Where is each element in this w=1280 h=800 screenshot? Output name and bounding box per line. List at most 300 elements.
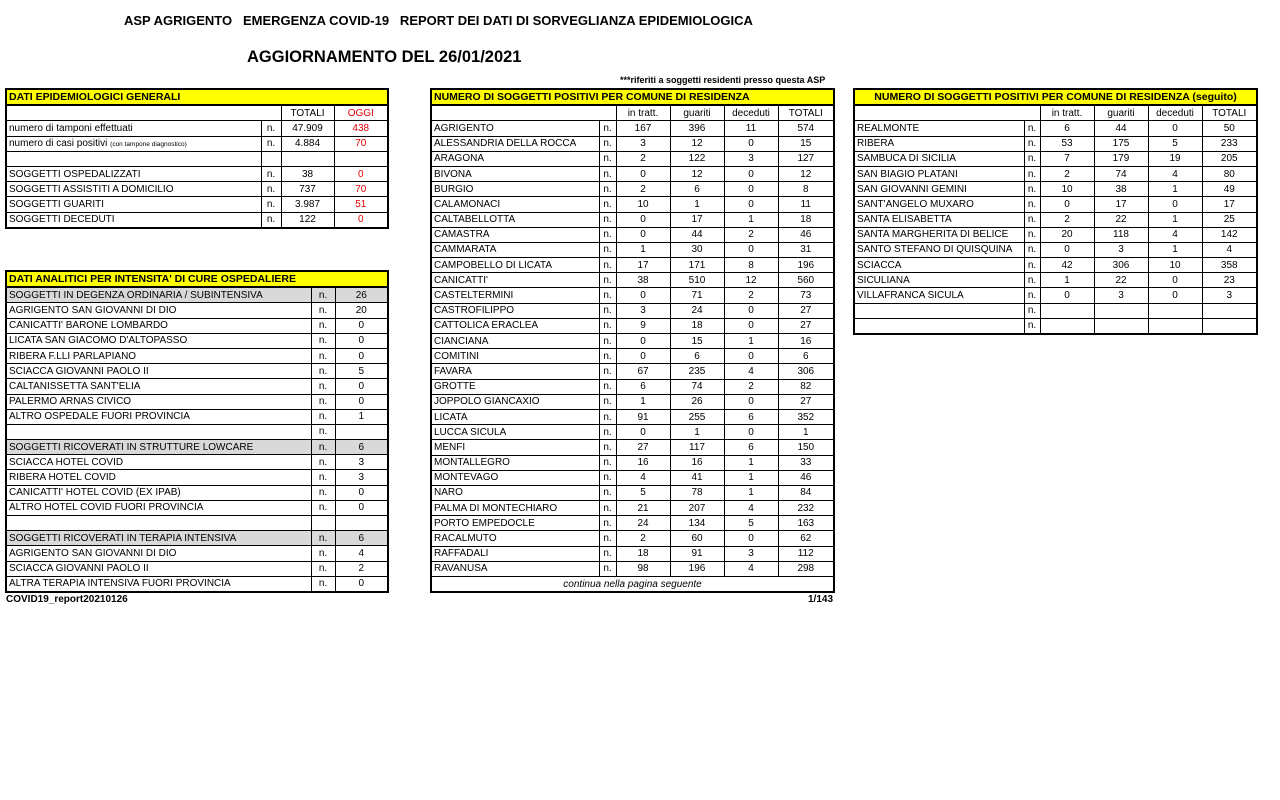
facility-label: ALTRO HOTEL COVID FUORI PROVINCIA xyxy=(6,500,311,515)
value-cell: 0 xyxy=(724,318,778,333)
value-cell: 1 xyxy=(724,212,778,227)
row-label-text: SOGGETTI GUARITI xyxy=(9,198,105,210)
oggi-value: 0 xyxy=(334,166,388,181)
table-row xyxy=(431,561,834,576)
value-cell: 1 xyxy=(724,334,778,349)
value-cell: 112 xyxy=(778,546,834,561)
value-cell xyxy=(1202,318,1257,334)
unit-cell: n. xyxy=(1024,273,1040,288)
patient-count: 2 xyxy=(335,561,388,576)
table-row xyxy=(431,182,834,197)
unit-cell: n. xyxy=(599,546,616,561)
value-cell: 73 xyxy=(778,288,834,303)
value-cell: 0 xyxy=(1148,197,1202,212)
municipality-name: ARAGONA xyxy=(431,151,599,166)
value-cell: 127 xyxy=(778,151,834,166)
table-row xyxy=(854,197,1257,212)
value-cell: 4 xyxy=(1148,166,1202,181)
value-cell: 30 xyxy=(670,242,724,257)
value-cell: 0 xyxy=(724,242,778,257)
unit-cell: n. xyxy=(1024,212,1040,227)
value-cell: 19 xyxy=(1148,151,1202,166)
value-cell: 78 xyxy=(670,485,724,500)
value-cell: 0 xyxy=(1040,288,1094,303)
municipality-name: SCIACCA xyxy=(854,258,1024,273)
value-cell: 33 xyxy=(778,455,834,470)
value-cell: 1 xyxy=(1040,273,1094,288)
value-cell: 205 xyxy=(1202,151,1257,166)
value-cell: 167 xyxy=(616,121,670,136)
patient-count: 0 xyxy=(335,485,388,500)
value-cell: 7 xyxy=(1040,151,1094,166)
value-cell: 0 xyxy=(724,425,778,440)
table-row xyxy=(6,333,388,348)
value-cell: 1 xyxy=(724,485,778,500)
value-cell: 4 xyxy=(616,470,670,485)
value-cell: 15 xyxy=(778,136,834,151)
blank-cell xyxy=(854,105,1040,121)
unit-cell: n. xyxy=(599,318,616,333)
table-row xyxy=(431,166,834,181)
municipality-name: REALMONTE xyxy=(854,121,1024,136)
table-row xyxy=(431,379,834,394)
comuni2-title-row xyxy=(854,89,1257,105)
patient-count xyxy=(335,516,388,531)
value-cell: 6 xyxy=(670,349,724,364)
unit-cell: n. xyxy=(261,121,281,136)
row-label-text: SOGGETTI ASSISTITI A DOMICILIO xyxy=(9,183,174,195)
value-cell: 3 xyxy=(724,546,778,561)
row-label xyxy=(6,197,261,212)
table-row xyxy=(6,394,388,409)
value-cell: 10 xyxy=(1148,258,1202,273)
table-row xyxy=(431,273,834,288)
row-label-text: SOGGETTI DECEDUTI xyxy=(9,214,115,226)
municipality-name: MENFI xyxy=(431,440,599,455)
column-header: deceduti xyxy=(724,105,778,121)
table-row xyxy=(854,273,1257,288)
value-cell: 12 xyxy=(670,166,724,181)
value-cell: 142 xyxy=(1202,227,1257,242)
unit-cell: n. xyxy=(311,531,335,546)
municipality-name: SANTO STEFANO DI QUISQUINA xyxy=(854,242,1024,257)
unit-cell: n. xyxy=(599,288,616,303)
row-label-text: SOGGETTI OSPEDALIZZATI xyxy=(9,168,141,180)
unit-cell: n. xyxy=(261,182,281,197)
value-cell: 358 xyxy=(1202,258,1257,273)
table-row xyxy=(431,227,834,242)
value-cell: 12 xyxy=(778,166,834,181)
totali-value: 47.909 xyxy=(281,121,334,136)
value-cell: 17 xyxy=(616,258,670,273)
value-cell: 0 xyxy=(1148,273,1202,288)
table-row xyxy=(854,258,1257,273)
value-cell xyxy=(1202,303,1257,318)
value-cell: 3 xyxy=(616,136,670,151)
municipality-name: BURGIO xyxy=(431,182,599,197)
value-cell: 0 xyxy=(616,334,670,349)
patient-count: 1 xyxy=(335,409,388,424)
oggi-value: 51 xyxy=(334,197,388,212)
value-cell: 352 xyxy=(778,409,834,424)
oggi-value: 438 xyxy=(334,121,388,136)
value-cell: 3 xyxy=(616,303,670,318)
report-filename: COVID19_report20210126 xyxy=(6,594,128,605)
column-header: TOTALI xyxy=(778,105,834,121)
col-totali: TOTALI xyxy=(281,105,334,121)
column-header: guariti xyxy=(1094,105,1148,121)
blank-cell xyxy=(6,105,281,121)
unit-cell: n. xyxy=(599,212,616,227)
value-cell: 20 xyxy=(1040,227,1094,242)
table-row xyxy=(6,182,388,197)
totali-value: 4.884 xyxy=(281,136,334,151)
unit-cell: n. xyxy=(599,258,616,273)
unit-cell: n. xyxy=(599,182,616,197)
unit-cell: n. xyxy=(599,379,616,394)
facility-label xyxy=(6,424,311,439)
unit-cell: n. xyxy=(599,303,616,318)
facility-label xyxy=(6,516,311,531)
facility-label: ALTRA TERAPIA INTENSIVA FUORI PROVINCIA xyxy=(6,576,311,592)
value-cell: 175 xyxy=(1094,136,1148,151)
value-cell: 74 xyxy=(1094,166,1148,181)
value-cell: 0 xyxy=(724,182,778,197)
totali-value: 737 xyxy=(281,182,334,197)
section-row xyxy=(6,440,388,455)
comuni-header-row xyxy=(431,105,834,121)
table-row xyxy=(431,485,834,500)
value-cell: 2 xyxy=(724,288,778,303)
table-row xyxy=(431,546,834,561)
municipality-name: COMITINI xyxy=(431,349,599,364)
value-cell: 0 xyxy=(724,531,778,546)
table-row xyxy=(431,212,834,227)
value-cell: 150 xyxy=(778,440,834,455)
comuni2-title: NUMERO DI SOGGETTI POSITIVI PER COMUNE DI RESIDENZA (seguito) xyxy=(854,89,1257,105)
unit-cell: n. xyxy=(599,561,616,576)
table-row xyxy=(6,121,388,136)
unit-cell: n. xyxy=(599,516,616,531)
value-cell: 134 xyxy=(670,516,724,531)
unit-cell: n. xyxy=(1024,258,1040,273)
comuni-title: NUMERO DI SOGGETTI POSITIVI PER COMUNE DI RESIDENZA xyxy=(431,89,834,105)
unit-cell: n. xyxy=(599,409,616,424)
table-row xyxy=(6,166,388,181)
table-row xyxy=(6,576,388,592)
value-cell: 80 xyxy=(1202,166,1257,181)
facility-label: ALTRO OSPEDALE FUORI PROVINCIA xyxy=(6,409,311,424)
table-row xyxy=(6,455,388,470)
value-cell: 0 xyxy=(1148,288,1202,303)
value-cell: 298 xyxy=(778,561,834,576)
value-cell: 42 xyxy=(1040,258,1094,273)
value-cell: 2 xyxy=(616,182,670,197)
facility-label: CANICATTI' HOTEL COVID (EX IPAB) xyxy=(6,485,311,500)
municipality-name: NARO xyxy=(431,485,599,500)
value-cell: 1 xyxy=(778,425,834,440)
patient-count: 0 xyxy=(335,500,388,515)
facility-label: LICATA SAN GIACOMO D'ALTOPASSO xyxy=(6,333,311,348)
value-cell: 5 xyxy=(1148,136,1202,151)
facility-label: AGRIGENTO SAN GIOVANNI DI DIO xyxy=(6,303,311,318)
value-cell: 31 xyxy=(778,242,834,257)
table-row xyxy=(854,121,1257,136)
row-label xyxy=(6,136,261,151)
unit-cell: n. xyxy=(311,470,335,485)
value-cell: 207 xyxy=(670,501,724,516)
unit-cell: n. xyxy=(1024,242,1040,257)
unit-cell: n. xyxy=(599,531,616,546)
unit-cell: n. xyxy=(311,333,335,348)
municipality-name: VILLAFRANCA SICULA xyxy=(854,288,1024,303)
value-cell: 306 xyxy=(1094,258,1148,273)
patient-count: 0 xyxy=(335,576,388,592)
value-cell: 3 xyxy=(1202,288,1257,303)
value-cell: 25 xyxy=(1202,212,1257,227)
value-cell: 11 xyxy=(778,197,834,212)
update-date: AGGIORNAMENTO DEL 26/01/2021 xyxy=(247,48,522,66)
table-row xyxy=(431,334,834,349)
value-cell: 27 xyxy=(616,440,670,455)
value-cell: 0 xyxy=(724,394,778,409)
patient-count: 0 xyxy=(335,394,388,409)
table-row xyxy=(6,318,388,333)
value-cell: 21 xyxy=(616,501,670,516)
unit-cell: n. xyxy=(599,273,616,288)
table-row xyxy=(431,197,834,212)
patient-count: 0 xyxy=(335,318,388,333)
municipality-name: CASTROFILIPPO xyxy=(431,303,599,318)
table-row xyxy=(431,258,834,273)
unit-cell: n. xyxy=(599,440,616,455)
page-number: 1/143 xyxy=(808,594,834,605)
value-cell: 8 xyxy=(778,182,834,197)
value-cell: 84 xyxy=(778,485,834,500)
unit-cell: n. xyxy=(599,197,616,212)
table-row xyxy=(6,212,388,228)
value-cell: 0 xyxy=(724,349,778,364)
value-cell: 1 xyxy=(670,197,724,212)
hospital-title-row xyxy=(6,271,388,287)
value-cell: 163 xyxy=(778,516,834,531)
unit-cell: n. xyxy=(311,561,335,576)
hospital-care-table xyxy=(5,270,389,593)
patient-count: 4 xyxy=(335,546,388,561)
general-data-table xyxy=(5,88,389,229)
table-row xyxy=(6,561,388,576)
facility-label: SCIACCA GIOVANNI PAOLO II xyxy=(6,561,311,576)
municipality-name: CAMMARATA xyxy=(431,242,599,257)
value-cell: 0 xyxy=(616,288,670,303)
value-cell: 16 xyxy=(616,455,670,470)
value-cell: 3 xyxy=(724,151,778,166)
unit-cell: n. xyxy=(1024,288,1040,303)
unit-cell xyxy=(311,516,335,531)
table-row xyxy=(431,318,834,333)
value-cell: 0 xyxy=(724,166,778,181)
value-cell: 6 xyxy=(724,440,778,455)
municipality-name: PALMA DI MONTECHIARO xyxy=(431,501,599,516)
table-row xyxy=(854,242,1257,257)
value-cell: 24 xyxy=(616,516,670,531)
value-cell: 3 xyxy=(1094,242,1148,257)
table-row xyxy=(431,303,834,318)
table-row xyxy=(431,425,834,440)
municipality-table-continued xyxy=(853,88,1258,335)
value-cell: 22 xyxy=(1094,273,1148,288)
unit-cell: n. xyxy=(261,197,281,212)
value-cell: 46 xyxy=(778,470,834,485)
value-cell: 6 xyxy=(778,349,834,364)
oggi-value xyxy=(334,151,388,166)
value-cell: 16 xyxy=(778,334,834,349)
municipality-name: PORTO EMPEDOCLE xyxy=(431,516,599,531)
value-cell: 18 xyxy=(778,212,834,227)
patient-count: 3 xyxy=(335,470,388,485)
municipality-name: ALESSANDRIA DELLA ROCCA xyxy=(431,136,599,151)
row-label xyxy=(6,182,261,197)
municipality-name: CAMASTRA xyxy=(431,227,599,242)
value-cell: 26 xyxy=(670,394,724,409)
municipality-name: BIVONA xyxy=(431,166,599,181)
municipality-name: SAN BIAGIO PLATANI xyxy=(854,166,1024,181)
table-row xyxy=(431,121,834,136)
value-cell: 44 xyxy=(670,227,724,242)
value-cell: 0 xyxy=(1040,242,1094,257)
table-row xyxy=(6,409,388,424)
unit-cell: n. xyxy=(599,485,616,500)
table-row xyxy=(431,151,834,166)
unit-cell: n. xyxy=(311,485,335,500)
value-cell xyxy=(1148,318,1202,334)
unit-cell: n. xyxy=(311,455,335,470)
value-cell: 1 xyxy=(1148,242,1202,257)
column-header: TOTALI xyxy=(1202,105,1257,121)
value-cell: 6 xyxy=(1040,121,1094,136)
unit-cell: n. xyxy=(1024,121,1040,136)
facility-label: SCIACCA GIOVANNI PAOLO II xyxy=(6,364,311,379)
value-cell: 2 xyxy=(1040,166,1094,181)
unit-cell: n. xyxy=(311,394,335,409)
value-cell: 0 xyxy=(616,212,670,227)
municipality-name: RACALMUTO xyxy=(431,531,599,546)
table-row xyxy=(854,166,1257,181)
table-row xyxy=(6,348,388,363)
unit-cell: n. xyxy=(599,349,616,364)
municipality-name: RAVANUSA xyxy=(431,561,599,576)
general-header-row xyxy=(6,105,388,121)
value-cell: 38 xyxy=(616,273,670,288)
patient-count: 0 xyxy=(335,333,388,348)
table-row xyxy=(431,394,834,409)
unit-cell: n. xyxy=(311,379,335,394)
table-row xyxy=(431,455,834,470)
table-row xyxy=(431,409,834,424)
row-label-text: numero di tamponi effettuati xyxy=(9,122,133,134)
facility-label: RIBERA HOTEL COVID xyxy=(6,470,311,485)
unit-cell: n. xyxy=(311,500,335,515)
table-row xyxy=(431,364,834,379)
value-cell: 10 xyxy=(616,197,670,212)
unit-cell: n. xyxy=(1024,182,1040,197)
value-cell: 1 xyxy=(670,425,724,440)
table-row xyxy=(854,212,1257,227)
value-cell: 0 xyxy=(724,136,778,151)
comuni-title-row xyxy=(431,89,834,105)
unit-cell: n. xyxy=(599,470,616,485)
value-cell: 5 xyxy=(616,485,670,500)
table-row xyxy=(854,288,1257,303)
unit-cell: n. xyxy=(311,576,335,592)
general-title-row xyxy=(6,89,388,105)
value-cell xyxy=(1094,303,1148,318)
value-cell xyxy=(1094,318,1148,334)
value-cell: 2 xyxy=(724,227,778,242)
table-row xyxy=(6,516,388,531)
municipality-name: MONTEVAGO xyxy=(431,470,599,485)
municipality-name: LICATA xyxy=(431,409,599,424)
value-cell: 12 xyxy=(724,273,778,288)
column-header: deceduti xyxy=(1148,105,1202,121)
row-label xyxy=(6,212,261,228)
unit-cell: n. xyxy=(599,364,616,379)
blank-cell xyxy=(431,105,616,121)
table-row xyxy=(6,136,388,151)
totali-value: 122 xyxy=(281,212,334,228)
value-cell: 38 xyxy=(1094,182,1148,197)
table-row xyxy=(431,440,834,455)
value-cell: 0 xyxy=(616,227,670,242)
unit-cell: n. xyxy=(599,136,616,151)
value-cell: 15 xyxy=(670,334,724,349)
municipality-name: LUCCA SICULA xyxy=(431,425,599,440)
value-cell: 235 xyxy=(670,364,724,379)
value-cell: 0 xyxy=(616,425,670,440)
value-cell: 122 xyxy=(670,151,724,166)
municipality-name xyxy=(854,303,1024,318)
unit-cell: n. xyxy=(261,166,281,181)
facility-label: AGRIGENTO SAN GIOVANNI DI DIO xyxy=(6,546,311,561)
table-row xyxy=(431,516,834,531)
unit-cell: n. xyxy=(599,501,616,516)
table-row xyxy=(6,424,388,439)
value-cell: 4 xyxy=(1148,227,1202,242)
column-header: in tratt. xyxy=(616,105,670,121)
value-cell: 8 xyxy=(724,258,778,273)
facility-label: CANICATTI' BARONE LOMBARDO xyxy=(6,318,311,333)
value-cell xyxy=(1040,318,1094,334)
municipality-name: FAVARA xyxy=(431,364,599,379)
unit-cell: n. xyxy=(311,546,335,561)
value-cell: 50 xyxy=(1202,121,1257,136)
value-cell: 2 xyxy=(724,379,778,394)
unit-cell: n. xyxy=(311,409,335,424)
value-cell xyxy=(1148,303,1202,318)
unit-cell: n. xyxy=(1024,227,1040,242)
value-cell: 4 xyxy=(724,364,778,379)
row-label-text: numero di casi positivi xyxy=(9,137,108,149)
value-cell: 49 xyxy=(1202,182,1257,197)
unit-cell: n. xyxy=(261,136,281,151)
value-cell: 17 xyxy=(1094,197,1148,212)
value-cell: 4 xyxy=(724,561,778,576)
value-cell: 118 xyxy=(1094,227,1148,242)
municipality-name: SAN GIOVANNI GEMINI xyxy=(854,182,1024,197)
unit-cell: n. xyxy=(599,121,616,136)
patient-count: 6 xyxy=(335,440,388,455)
municipality-name: SICULIANA xyxy=(854,273,1024,288)
